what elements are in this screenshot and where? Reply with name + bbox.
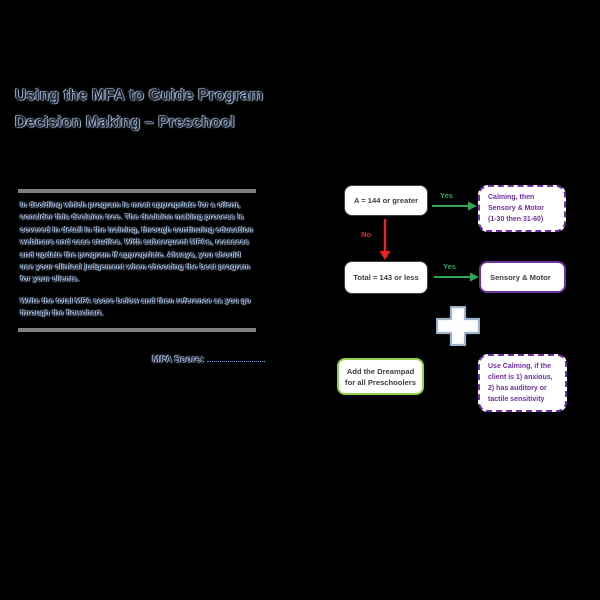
flowchart-node-total-143-or-less [344, 261, 428, 294]
title-line-2: Decision Making – Preschool [15, 114, 235, 131]
arrow-label-no: No [361, 230, 371, 239]
page-title [15, 82, 263, 136]
intro-paragraph-1: In deciding which program is most appropriate for a client, consider this decision tree. The decision making process is covered in detail in the training, through continuing education webinars and case studies. With subsequent MFAs, reassess and update the program if appropriate. Always, you should use your clinical judgement when choosing the best program for your clients. [20, 200, 254, 284]
node-line: Add the Dreampad [346, 366, 415, 376]
flowchart-node-calming-then-sensory-motor [478, 185, 566, 232]
intro-paragraph-2: Write the total MFA score below and then reference as you go through the flowchart. [20, 295, 251, 318]
node-line: 2) has auditory or [488, 385, 547, 392]
flowchart-node-sensory-motor [479, 261, 566, 293]
node-line: Use Calming, if the [488, 362, 552, 370]
arrow-yes-top [432, 202, 477, 211]
node-label: Total = 143 or less [353, 273, 419, 282]
node-line: Sensory & Motor [488, 205, 545, 212]
intro-text-block [18, 189, 256, 332]
arrow-label-yes-top: Yes [440, 191, 453, 200]
arrow-yes-middle [434, 273, 479, 282]
flowchart-node-score-144-or-greater [344, 185, 428, 216]
divider-bottom [18, 328, 256, 332]
node-line: Calming, then [488, 194, 535, 201]
divider-top [18, 189, 256, 193]
node-label: A = 144 or greater [353, 196, 419, 205]
score-fill-in-blank [207, 352, 265, 362]
node-line: client is 1) anxious, [488, 373, 553, 381]
plus-icon [436, 306, 480, 346]
node-line: for all Preschoolers [345, 377, 416, 387]
mfa-score-label: MFA Score: [152, 354, 204, 365]
title-line-1: Using the MFA to Guide Program [15, 87, 264, 104]
node-line: tactile sensitivity [488, 396, 545, 404]
arrow-label-yes-middle: Yes [443, 262, 456, 271]
node-line: (1-30 then 31-60) [488, 216, 544, 223]
mfa-score-line [152, 352, 265, 365]
arrow-no-down [380, 219, 391, 260]
flowchart-node-use-calming-note [478, 354, 567, 412]
node-label: Sensory & Motor [490, 272, 551, 282]
flowchart-node-add-dreampad [337, 358, 424, 395]
